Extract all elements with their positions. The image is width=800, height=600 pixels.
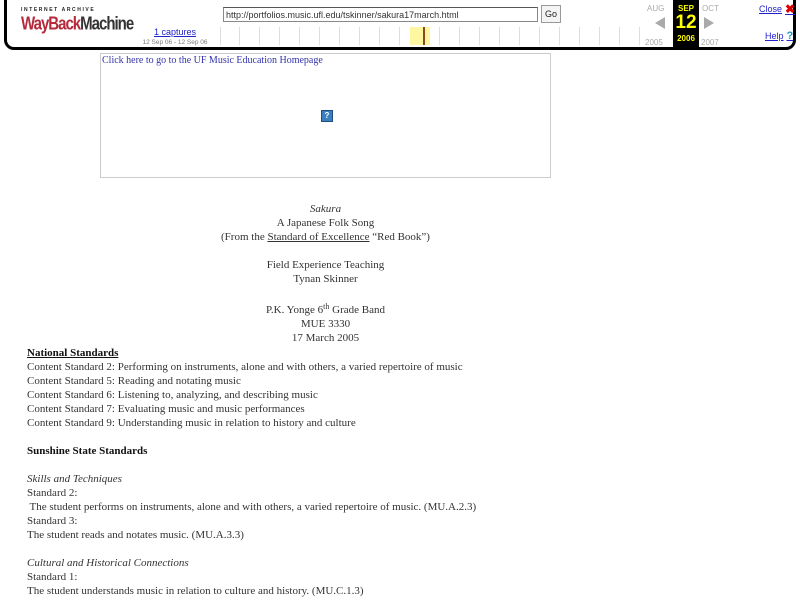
author: Tynan Skinner — [293, 273, 358, 285]
source-book: Standard of Excellence — [267, 231, 370, 243]
cultural-heading: Cultural and Historical Connections — [27, 557, 189, 569]
captures-range: 12 Sep 06 - 12 Sep 06 — [142, 39, 208, 46]
timeline-tick — [459, 27, 460, 45]
cultural-line: The student understands music in relation to culture and history. (MU.C.1.3) — [27, 585, 364, 597]
skills-techniques — [27, 472, 476, 542]
page-title: Sakura — [309, 203, 342, 215]
broken-image-icon: ? — [321, 110, 333, 122]
cultural-line: Standard 1: — [27, 571, 78, 583]
sunshine-standards-heading: Sunshine State Standards — [27, 445, 148, 457]
wayback-logo[interactable] — [21, 7, 134, 41]
national-standard-item: Content Standard 6: Listening to, analyzing, and describing music — [27, 389, 318, 401]
national-standard-item: Content Standard 5: Reading and notating music — [27, 375, 241, 387]
capture-timeline[interactable] — [220, 25, 644, 47]
next-arrow-icon[interactable] — [704, 17, 714, 29]
current-year: 2006 — [677, 34, 695, 43]
skills-heading: Skills and Techniques — [27, 473, 122, 485]
cultural-connections — [27, 556, 364, 598]
current-day: 12 — [675, 12, 697, 33]
close-icon[interactable]: ✖ — [785, 2, 796, 16]
captures-link[interactable]: 1 captures — [153, 27, 197, 37]
logo-internet-archive: INTERNET ARCHIVE — [21, 7, 96, 13]
national-standard-item: Content Standard 9: Understanding music in relation to history and culture — [27, 417, 356, 429]
course-code: MUE 3330 — [300, 318, 351, 330]
timeline-tick — [399, 27, 400, 45]
close-label[interactable]: Close — [759, 4, 783, 14]
timeline-tick — [439, 27, 440, 45]
national-standards — [27, 346, 463, 430]
wayback-toolbar — [4, 0, 796, 50]
course-block — [100, 258, 551, 286]
current-month: SEP — [677, 4, 694, 13]
national-standard-item: Content Standard 2: Performing on instruments, alone and with others, a varied repertoire of music — [27, 361, 463, 373]
timeline-tick — [559, 27, 560, 45]
help-icon[interactable]: ? — [786, 30, 794, 42]
logo-machine: Machine — [80, 13, 134, 35]
current-capture-date — [673, 0, 699, 47]
lesson-date: 17 March 2005 — [291, 332, 360, 344]
timeline-tick — [339, 27, 340, 45]
timeline-current-year — [410, 27, 430, 45]
page-subtitle: A Japanese Folk Song — [276, 217, 375, 229]
go-button[interactable]: Go — [541, 5, 561, 23]
prev-year[interactable]: 2005 — [645, 38, 663, 47]
timeline-tick — [599, 27, 600, 45]
timeline-tick — [259, 27, 260, 45]
timeline-tick — [579, 27, 580, 45]
school-line: P.K. Yonge 6th Grade Band — [266, 302, 385, 316]
prev-arrow-icon[interactable] — [655, 17, 665, 29]
prev-month[interactable]: AUG — [647, 4, 665, 13]
timeline-tick — [379, 27, 380, 45]
title-block — [100, 202, 551, 244]
class-block — [100, 303, 551, 345]
skills-line: Standard 3: — [27, 515, 78, 527]
timeline-tick — [479, 27, 480, 45]
national-standards-heading: National Standards — [27, 347, 119, 359]
timeline-capture-mark[interactable] — [423, 27, 425, 45]
timeline-tick — [639, 27, 640, 45]
timeline-tick — [319, 27, 320, 45]
next-month[interactable]: OCT — [702, 4, 719, 13]
course-type: Field Experience Teaching — [266, 259, 385, 271]
help-button[interactable] — [765, 30, 793, 42]
help-label[interactable]: Help — [765, 31, 784, 41]
captures-info — [133, 27, 217, 46]
logo-wayback: WayBack — [21, 13, 81, 35]
timeline-tick — [619, 27, 620, 45]
timeline-tick — [359, 27, 360, 45]
uf-music-home-link[interactable]: Click here to go to the UF Music Education Homepage — [102, 55, 323, 66]
source-line: (From the Standard of Excellence “Red Book”) — [221, 231, 430, 243]
skills-line: Standard 2: — [27, 487, 78, 499]
timeline-tick — [539, 27, 540, 45]
timeline-tick — [220, 27, 221, 45]
timeline-tick — [279, 27, 280, 45]
next-year[interactable]: 2007 — [701, 38, 719, 47]
timeline-tick — [239, 27, 240, 45]
header-frame — [100, 53, 551, 178]
url-input[interactable]: http://portfolios.music.ufl.edu/tskinner/sakura17march.html — [223, 7, 538, 22]
skills-line: The student performs on instruments, alone and with others, a varied repertoire of music. (MU.A.2.3) — [27, 501, 477, 513]
timeline-tick — [299, 27, 300, 45]
close-button[interactable] — [759, 2, 795, 16]
timeline-tick — [499, 27, 500, 45]
skills-line: The student reads and notates music. (MU.A.3.3) — [27, 529, 244, 541]
national-standard-item: Content Standard 7: Evaluating music and music performances — [27, 403, 305, 415]
timeline-tick — [519, 27, 520, 45]
